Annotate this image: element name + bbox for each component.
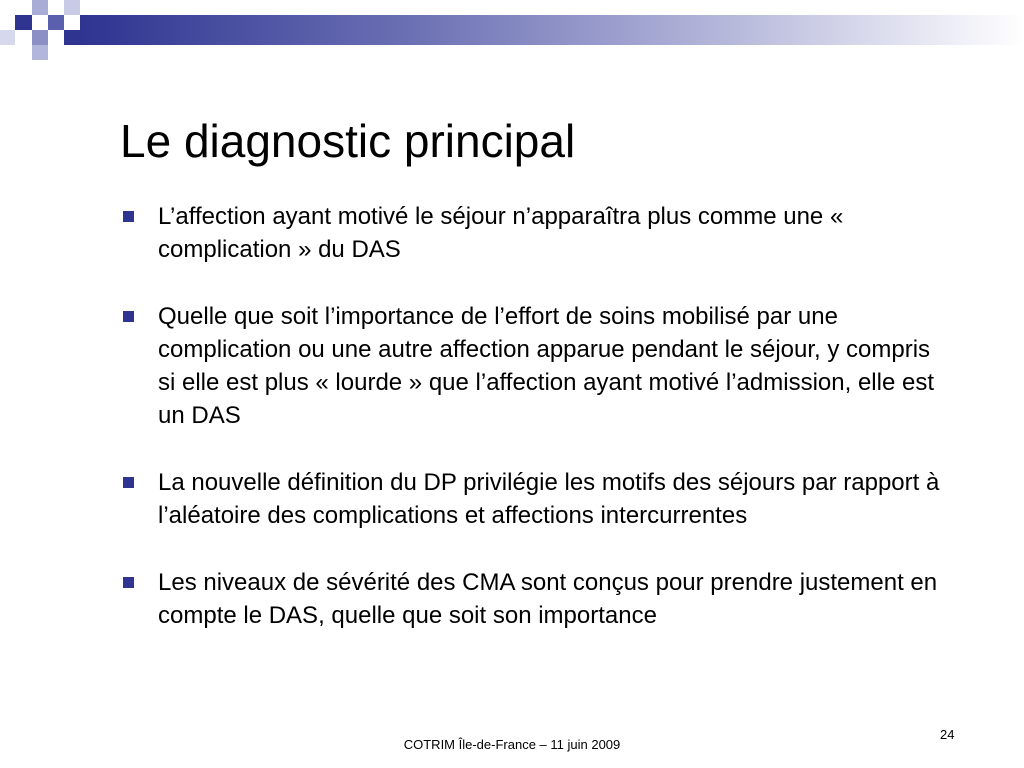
bullet-text: La nouvelle définition du DP privilégie les motifs des séjours par rapport à l’aléatoire des complications et affections intercurrentes — [158, 469, 940, 529]
bullet-item — [120, 466, 940, 532]
decor-square — [0, 30, 15, 45]
bullet-item — [120, 566, 940, 632]
decor-square — [64, 0, 80, 15]
bullet-list — [120, 200, 940, 666]
decor-square — [15, 15, 32, 30]
square-bullet-icon — [123, 477, 134, 488]
decor-square — [64, 30, 80, 45]
page-number: 24 — [940, 727, 955, 742]
header-gradient-band — [80, 15, 1024, 45]
decor-square — [32, 0, 48, 15]
decor-square — [32, 30, 48, 45]
bullet-item — [120, 300, 940, 432]
square-bullet-icon — [123, 311, 134, 322]
bullet-text: Quelle que soit l’importance de l’effort de soins mobilisé par une complication ou une autre affection apparue pendant le séjour, y compris si elle est plus « lourde » que l’affection ayant motivé l’admission, elle est un DAS — [158, 303, 934, 429]
square-bullet-icon — [123, 577, 134, 588]
decor-square — [0, 0, 32, 15]
bullet-item — [120, 200, 940, 266]
decor-square — [48, 15, 64, 30]
square-bullet-icon — [123, 211, 134, 222]
bullet-text: L’affection ayant motivé le séjour n’apparaîtra plus comme une « complication » du DAS — [158, 203, 844, 263]
decor-square — [32, 45, 48, 60]
slide-title: Le diagnostic principal — [120, 114, 576, 167]
decor-square — [48, 0, 64, 15]
slide-footer: COTRIM Île-de-France – 11 juin 2009 — [403, 737, 621, 752]
bullet-text: Les niveaux de sévérité des CMA sont conçus pour prendre justement en compte le DAS, quelle que soit son importance — [158, 569, 938, 629]
